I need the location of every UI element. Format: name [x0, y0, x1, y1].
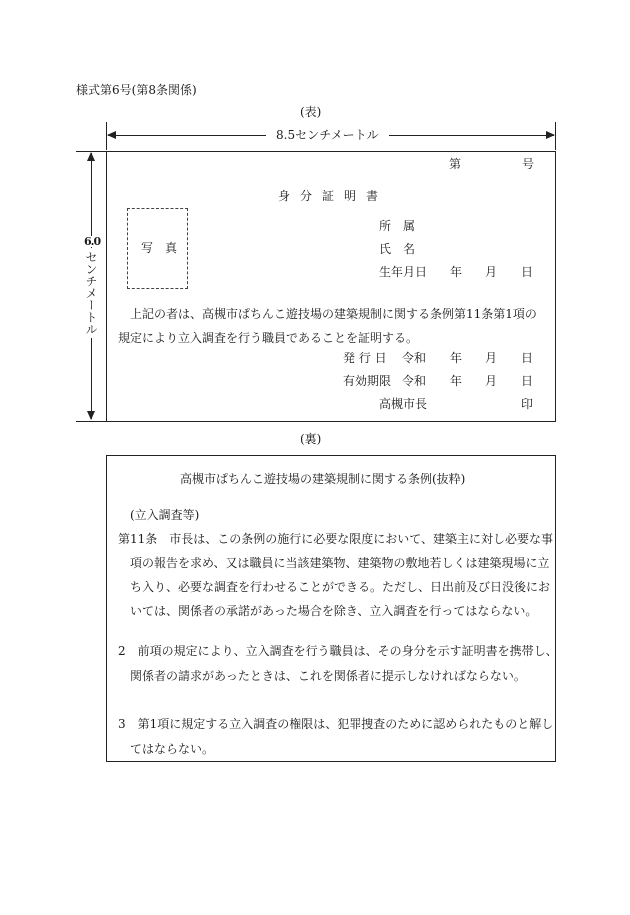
- birth-day-unit: 日: [521, 265, 534, 279]
- height-dimension-number: 6.0: [84, 235, 101, 248]
- field-name-label: 氏 名: [379, 242, 416, 256]
- expiry-month-unit: 月: [485, 374, 498, 388]
- expiry-era: 令和: [402, 374, 427, 388]
- expiry-label: 有効期限: [343, 374, 392, 388]
- width-extension-right: [555, 122, 556, 150]
- article-11-para-2: 2 前項の規定により、立入調査を行う職員は、その身分を示す証明書を携帯し、関係者の請求があったときは、これを関係者に提示しなければならない。: [118, 644, 558, 683]
- card-number-go: 号: [522, 157, 535, 171]
- width-arrow-right-icon: [546, 131, 555, 139]
- height-dimension-label: センチメートル: [85, 248, 97, 338]
- issue-era: 令和: [402, 351, 427, 365]
- issuer-name: 高槻市長: [379, 397, 428, 411]
- photo-label: 写 真: [141, 241, 178, 255]
- height-arrow-down-icon: [87, 411, 95, 420]
- field-birthdate-label: 生年月日: [379, 265, 428, 279]
- issue-day-unit: 日: [521, 351, 534, 365]
- form-number-label: 様式第6号(第8条関係): [76, 83, 197, 97]
- birth-month-unit: 月: [485, 265, 498, 279]
- birth-year-unit: 年: [450, 265, 463, 279]
- issue-date-label: 発 行 日: [343, 351, 387, 365]
- back-side-label: (裏): [300, 432, 322, 446]
- issue-year-unit: 年: [450, 351, 463, 365]
- width-arrow-left-icon: [107, 131, 116, 139]
- card-title: 身分証明書: [278, 189, 389, 203]
- front-side-label: (表): [300, 105, 322, 119]
- expiry-year-unit: 年: [450, 374, 463, 388]
- width-dimension-label: 8.5センチメートル: [266, 129, 389, 141]
- article-caption: (立入調査等): [130, 508, 200, 522]
- card-number-dai: 第: [449, 157, 462, 171]
- seal-mark: 印: [521, 397, 534, 411]
- expiry-day-unit: 日: [521, 374, 534, 388]
- field-affiliation-label: 所 属: [379, 219, 416, 233]
- certification-text: 上記の者は、高槻市ぱちんこ遊技場の建築規制に関する条例第11条第1項の規定により立入調査を行う職員であることを証明する。: [118, 307, 537, 345]
- issue-month-unit: 月: [485, 351, 498, 365]
- ordinance-title: 高槻市ぱちんこ遊技場の建築規制に関する条例(抜粋): [180, 472, 466, 486]
- height-arrow-up-icon: [87, 152, 95, 161]
- height-extension-bottom: [76, 421, 106, 422]
- article-11-para-3: 3 第1項に規定する立入調査の権限は、犯罪捜査のために認められたものと解してはならない。: [118, 717, 554, 756]
- article-11-text: 第11条 市長は、この条例の施行に必要な限度において、建築主に対し必要な事項の報告を求め、又は職員に当該建築物、建築物の敷地若しくは建築現場に立ち入り、必要な調査を行わせることができる。ただし、日出前及び日没後においては、関係者の承諾があった場合を除き、立入調査を行ってはならない。: [118, 532, 554, 618]
